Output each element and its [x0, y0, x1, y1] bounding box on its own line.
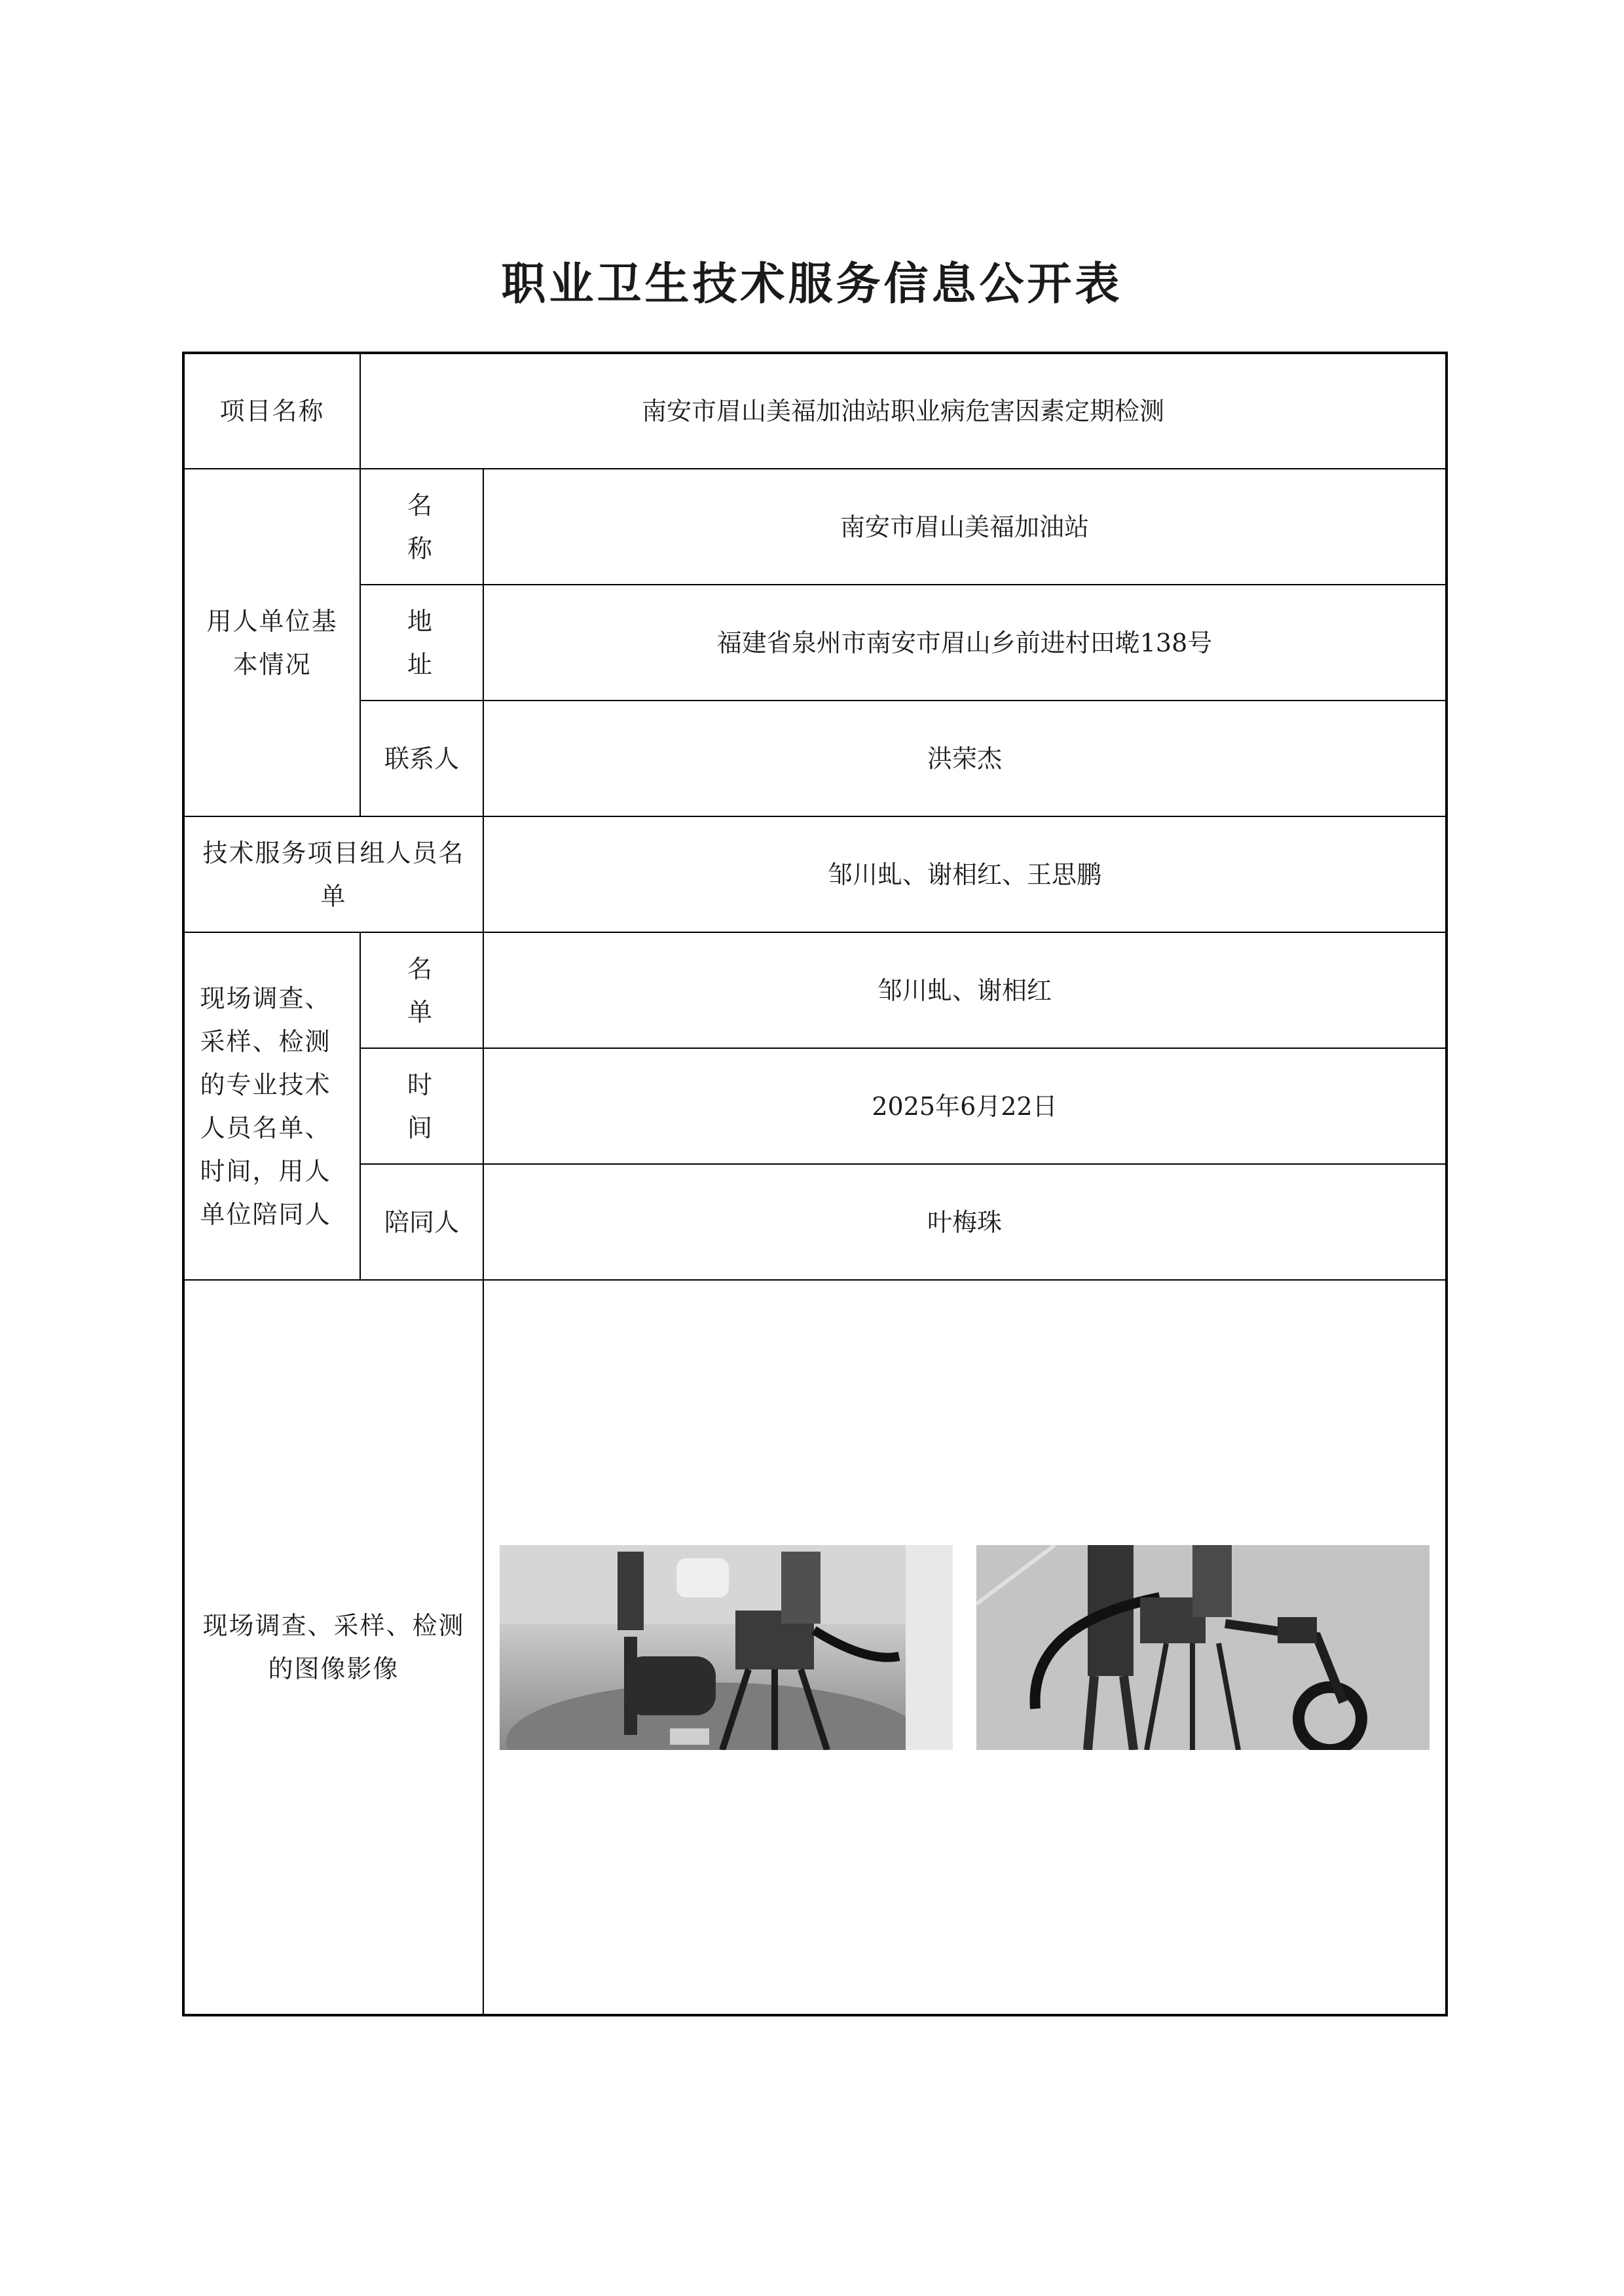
info-table: [182, 352, 1448, 2016]
onsite-list-value: 邹川虬、谢相红: [483, 932, 1447, 1048]
onsite-companion-label: 陪同人: [360, 1164, 483, 1280]
images-cell: [483, 1280, 1447, 2015]
row-employer-address: [183, 585, 1447, 701]
row-onsite-companion: [183, 1164, 1447, 1280]
employer-contact-value: 洪荣杰: [483, 701, 1447, 816]
row-onsite-time: [183, 1048, 1447, 1164]
row-team: [183, 816, 1447, 932]
employer-info-label: 用人单位基本情况: [183, 469, 360, 816]
onsite-list-label: 名 单: [360, 932, 483, 1048]
row-images: [183, 1280, 1447, 2015]
row-employer-contact: [183, 701, 1447, 816]
row-project: [183, 353, 1447, 469]
onsite-label: 现场调查、采样、检测的专业技术人员名单、时间，用人单位陪同人: [183, 932, 360, 1280]
team-label: 技术服务项目组人员名单: [183, 816, 483, 932]
onsite-time-value: 2025年6月22日: [483, 1048, 1447, 1164]
project-name-label: 项目名称: [183, 353, 360, 469]
employer-name-value: 南安市眉山美福加油站: [483, 469, 1447, 585]
employer-contact-label: 联系人: [360, 701, 483, 816]
team-value: 邹川虬、谢相红、王思鹏: [483, 816, 1447, 932]
page-title: 职业卫生技术服务信息公开表: [501, 259, 1123, 310]
site-photo-1: [500, 1545, 953, 1750]
images-label: 现场调查、采样、检测的图像影像: [183, 1280, 483, 2015]
employer-address-label: 地 址: [360, 585, 483, 701]
employer-name-label: 名 称: [360, 469, 483, 585]
row-employer-name: [183, 469, 1447, 585]
onsite-time-label: 时 间: [360, 1048, 483, 1164]
employer-address-value: 福建省泉州市南安市眉山乡前进村田墘138号: [483, 585, 1447, 701]
project-name-value: 南安市眉山美福加油站职业病危害因素定期检测: [360, 353, 1447, 469]
site-photo-2: [976, 1545, 1430, 1750]
row-onsite-list: [183, 932, 1447, 1048]
onsite-companion-value: 叶梅珠: [483, 1164, 1447, 1280]
